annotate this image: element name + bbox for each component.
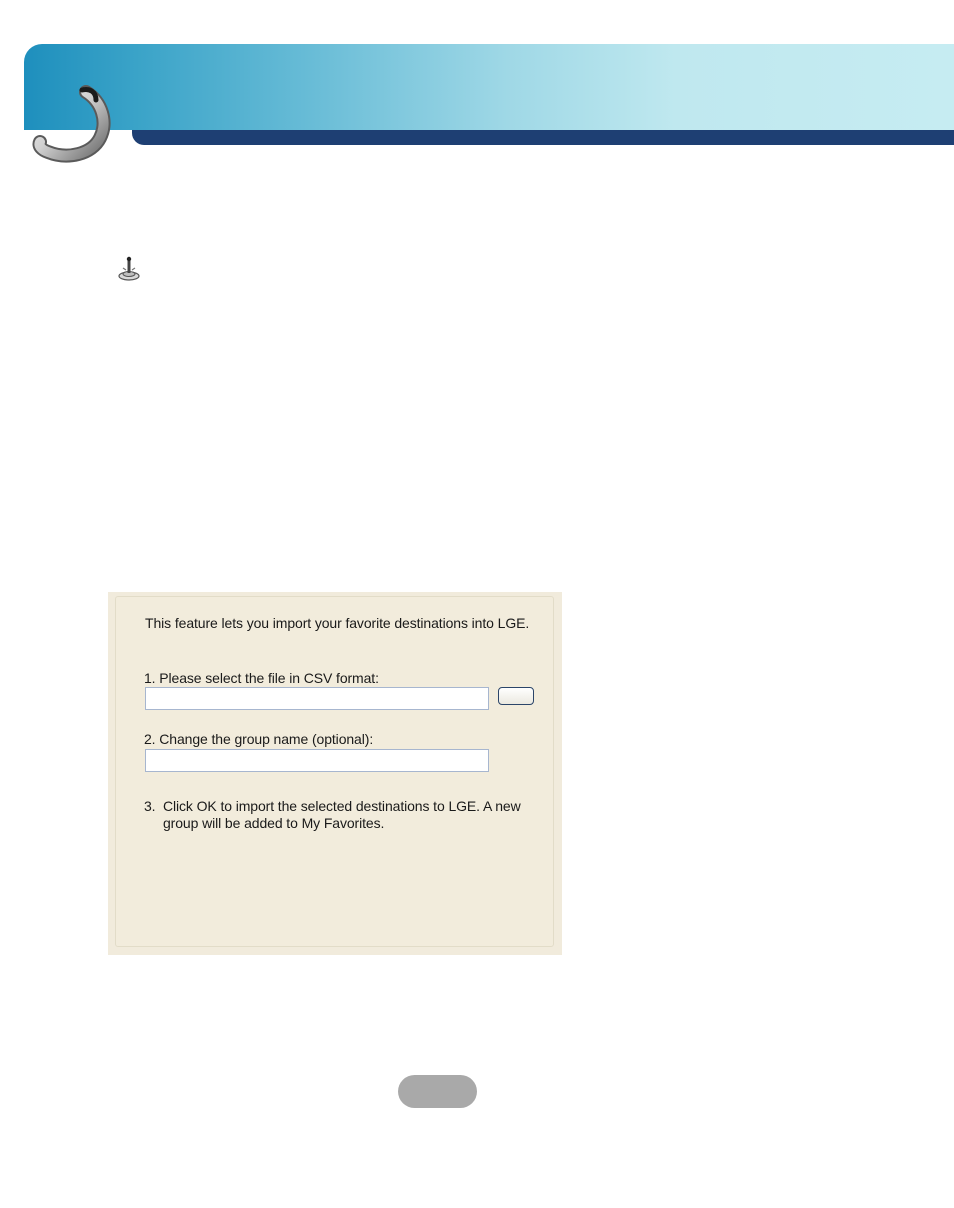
group-name-label: 2. Change the group name (optional): [144,731,374,747]
csv-file-input[interactable] [145,687,489,710]
header-banner [24,44,954,130]
step3-instruction [144,798,554,832]
step3-number: 3. [144,798,156,814]
browse-button[interactable] [498,687,534,705]
dialog-frame [115,596,554,947]
binder-ring-icon [30,80,120,164]
step3-text: Click OK to import the selected destinations to LGE. A new group will be added to My Favorites. [163,798,521,831]
csv-file-label: 1. Please select the file in CSV format: [144,670,379,686]
import-dialog [108,592,562,955]
joystick-tip-icon [114,254,144,284]
page-number-badge [398,1075,477,1108]
header-stripe [132,130,954,145]
intro-text: This feature lets you import your favorite destinations into LGE. [145,615,530,631]
group-name-input[interactable] [145,749,489,772]
